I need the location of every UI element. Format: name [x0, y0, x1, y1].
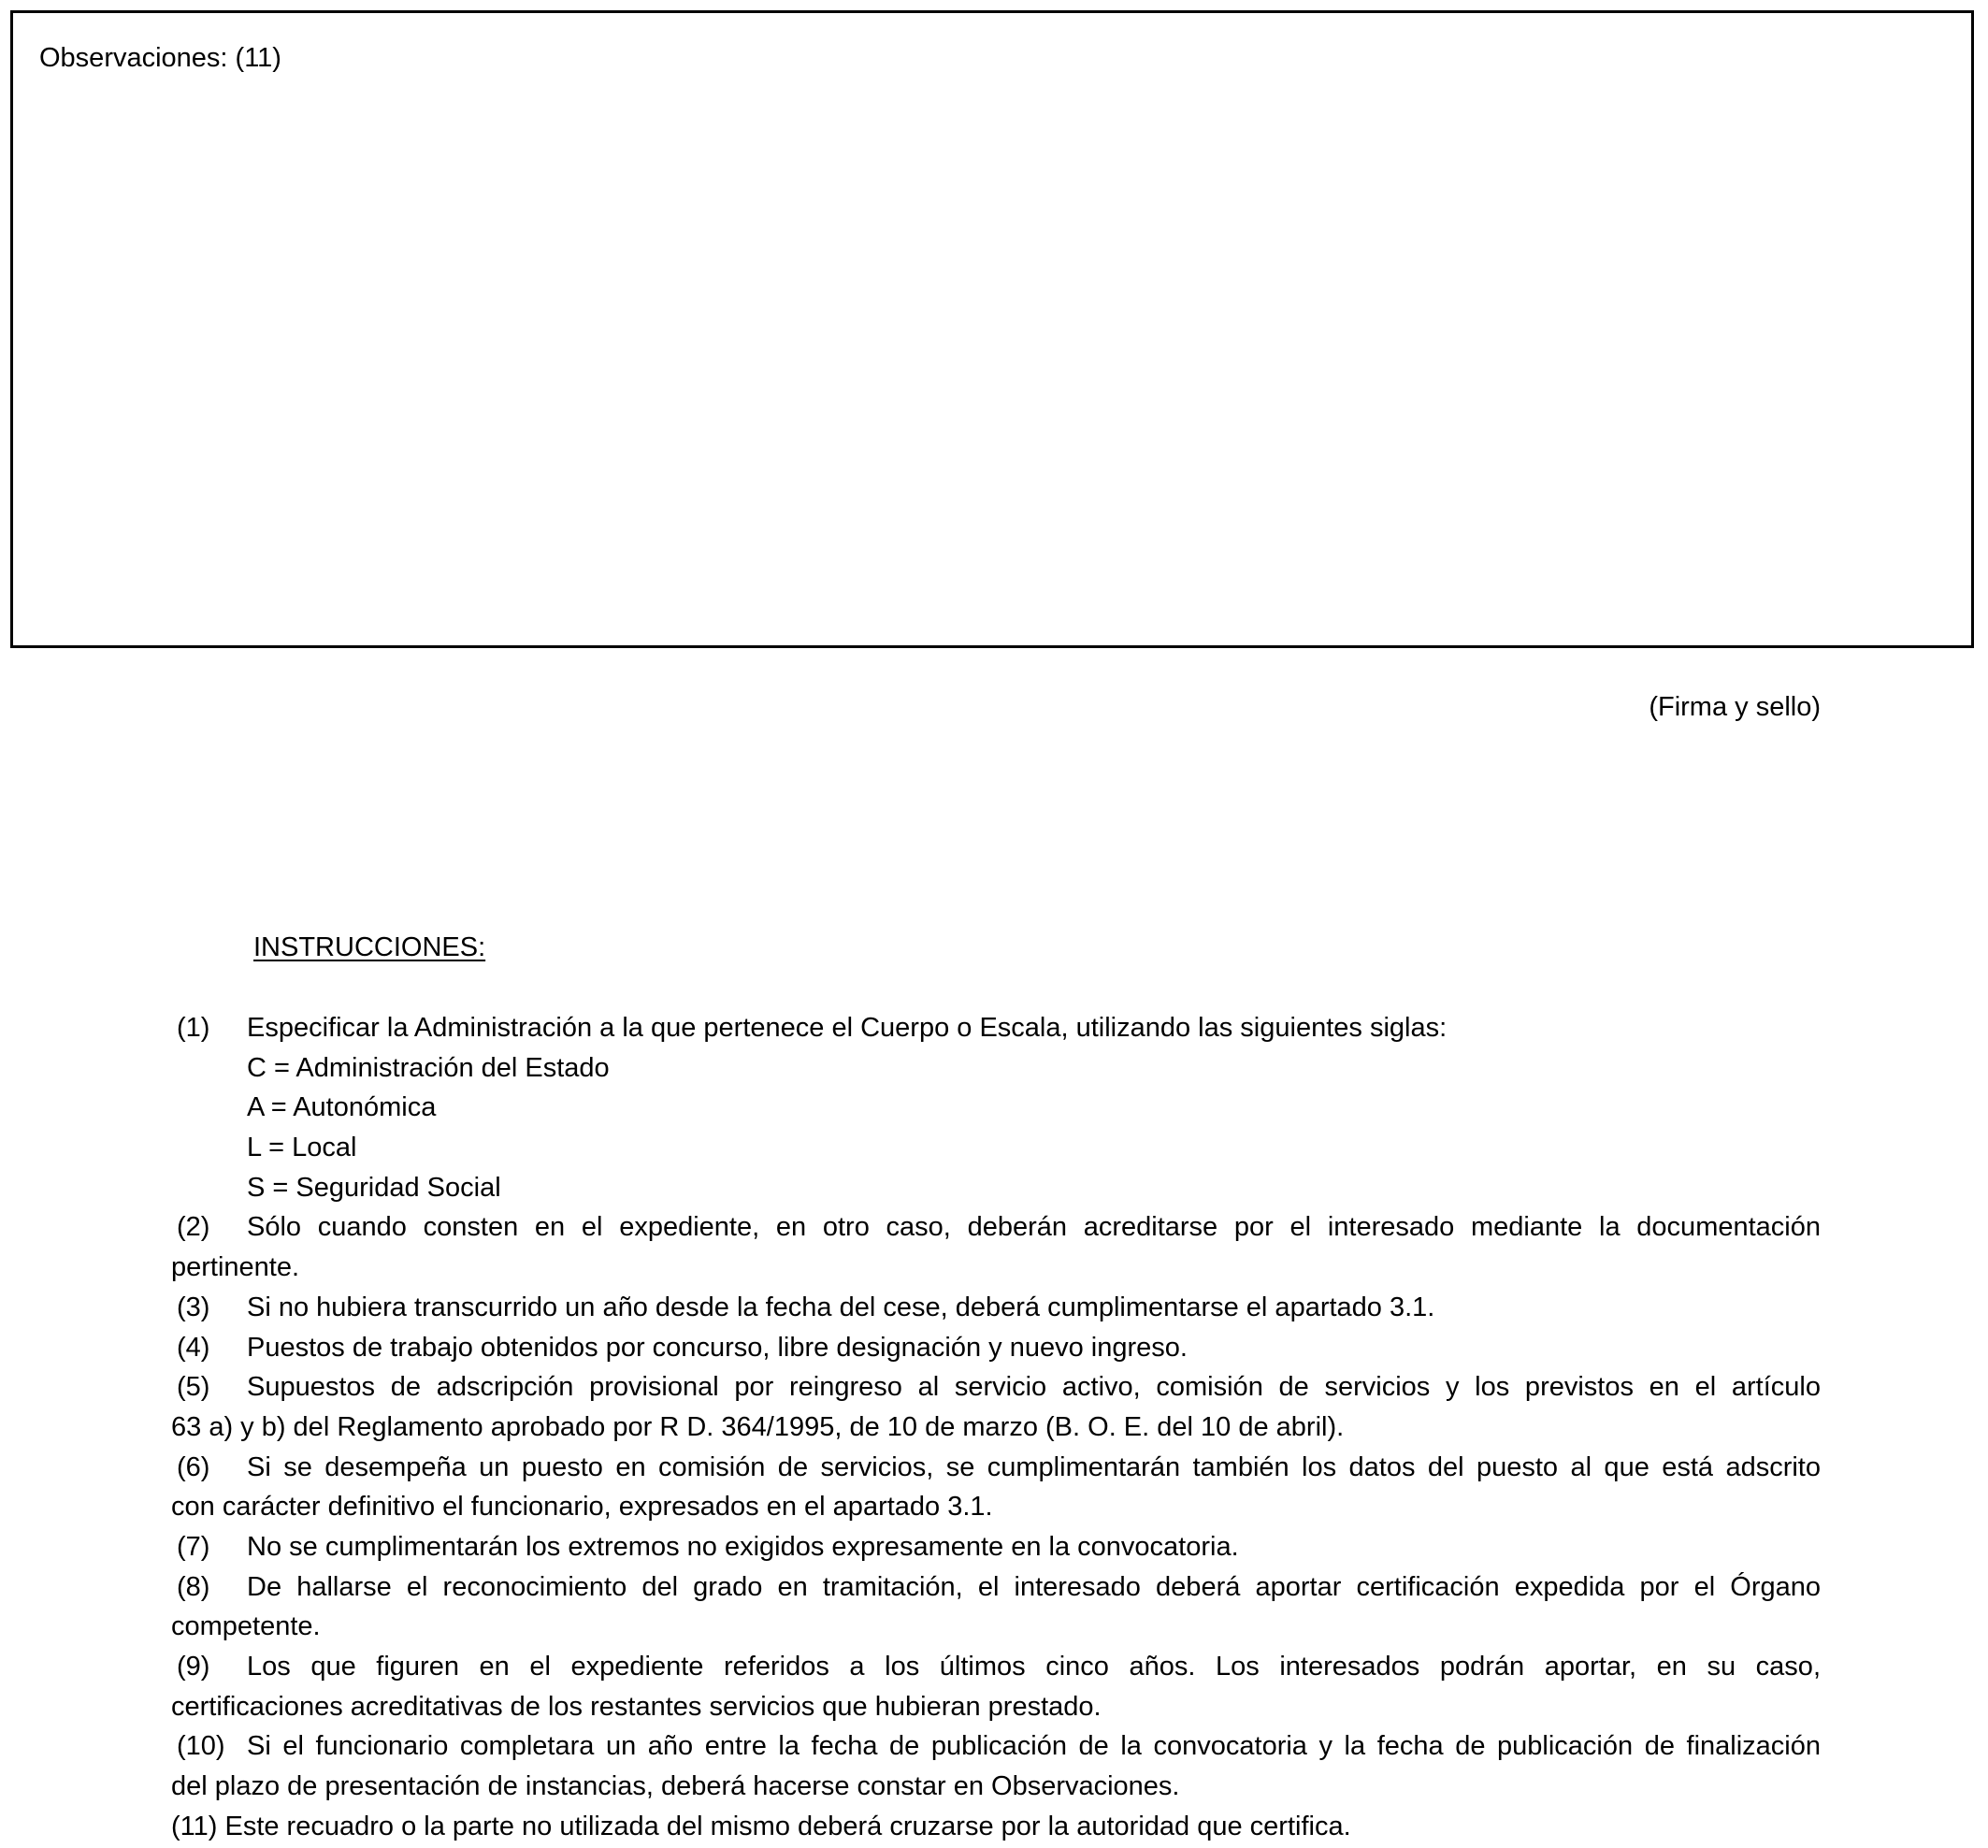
note-4-number: (4) [177, 1332, 210, 1363]
note-8-number: (8) [177, 1571, 210, 1602]
note-6-text-line2: con carácter definitivo el funcionario, expresados en el apartado 3.1. [171, 1492, 993, 1523]
note-2-text-line2: pertinente. [171, 1252, 300, 1283]
firma-y-sello-label: (Firma y sello) [1649, 692, 1821, 722]
note-9-text-line2: certificaciones acreditativas de los restantes servicios que hubieran prestado. [171, 1691, 1102, 1722]
note-3-text: Si no hubiera transcurrido un año desde la fecha del cese, deberá cumplimentarse el apartado 3.1. [247, 1292, 1435, 1322]
instrucciones-title: INSTRUCCIONES: [253, 932, 486, 962]
note-8 [171, 1567, 1821, 1608]
note-9 [171, 1647, 1821, 1687]
note-1-sigla-a: A = Autonómica [247, 1092, 437, 1123]
note-1-sigla-c: C = Administración del Estado [247, 1052, 610, 1083]
note-3-number: (3) [177, 1292, 210, 1322]
note-9-text-line1: Los que figuren en el expediente referidos a los últimos cinco años. Los interesados podrán aportar, en su caso, [247, 1652, 1821, 1682]
note-7-text: No se cumplimentarán los extremos no exigidos expresamente en la convocatoria. [247, 1531, 1239, 1562]
note-1-sigla-s: S = Seguridad Social [247, 1172, 501, 1203]
note-1-number: (1) [177, 1013, 210, 1043]
note-8-text-line2: competente. [171, 1611, 321, 1642]
note-7-number: (7) [177, 1531, 210, 1562]
note-6-number: (6) [177, 1451, 210, 1482]
note-5 [171, 1367, 1821, 1408]
note-10-number: (10) [177, 1731, 225, 1762]
note-10-text-line2: del plazo de presentación de instancias, deberá hacerse constar en Observaciones. [171, 1771, 1180, 1802]
note-5-number: (5) [177, 1372, 210, 1403]
instrucciones-list [171, 1008, 1821, 1846]
note-1-text: Especificar la Administración a la que pertenece el Cuerpo o Escala, utilizando las siguientes siglas: [247, 1013, 1448, 1043]
note-5-text-line1: Supuestos de adscripción provisional por reingreso al servicio activo, comisión de servicios y los previstos en el artículo [247, 1372, 1821, 1403]
note-3 [171, 1288, 1821, 1328]
note-10-text-line1: Si el funcionario completara un año entre la fecha de publicación de la convocatoria y la fecha de publicación de finalización [247, 1731, 1821, 1762]
note-1-sigla-l: L = Local [247, 1133, 357, 1163]
note-4-text: Puestos de trabajo obtenidos por concurso, libre designación y nuevo ingreso. [247, 1332, 1188, 1363]
note-8-text-line1: De hallarse el reconocimiento del grado en tramitación, el interesado deberá aportar certificación expedida por el Órgano [247, 1571, 1821, 1602]
note-7 [171, 1527, 1821, 1567]
note-6 [171, 1448, 1821, 1488]
note-11: (11) Este recuadro o la parte no utilizada del mismo deberá cruzarse por la autoridad que certifica. [171, 1811, 1351, 1841]
note-2-text-line1: Sólo cuando consten en el expediente, en otro caso, deberán acreditarse por el interesado mediante la documentación [247, 1212, 1821, 1243]
note-1 [171, 1008, 1821, 1048]
note-2-number: (2) [177, 1212, 210, 1243]
note-6-text-line1: Si se desempeña un puesto en comisión de servicios, se cumplimentarán también los datos del puesto al que está adscrito [247, 1451, 1821, 1482]
note-10 [171, 1726, 1821, 1767]
observaciones-label: Observaciones: (11) [39, 43, 281, 73]
note-4 [171, 1328, 1821, 1368]
note-9-number: (9) [177, 1652, 210, 1682]
observaciones-box [10, 10, 1974, 648]
note-5-text-line2: 63 a) y b) del Reglamento aprobado por R D. 364/1995, de 10 de marzo (B. O. E. del 10 de abril). [171, 1411, 1345, 1442]
note-2 [171, 1207, 1821, 1248]
